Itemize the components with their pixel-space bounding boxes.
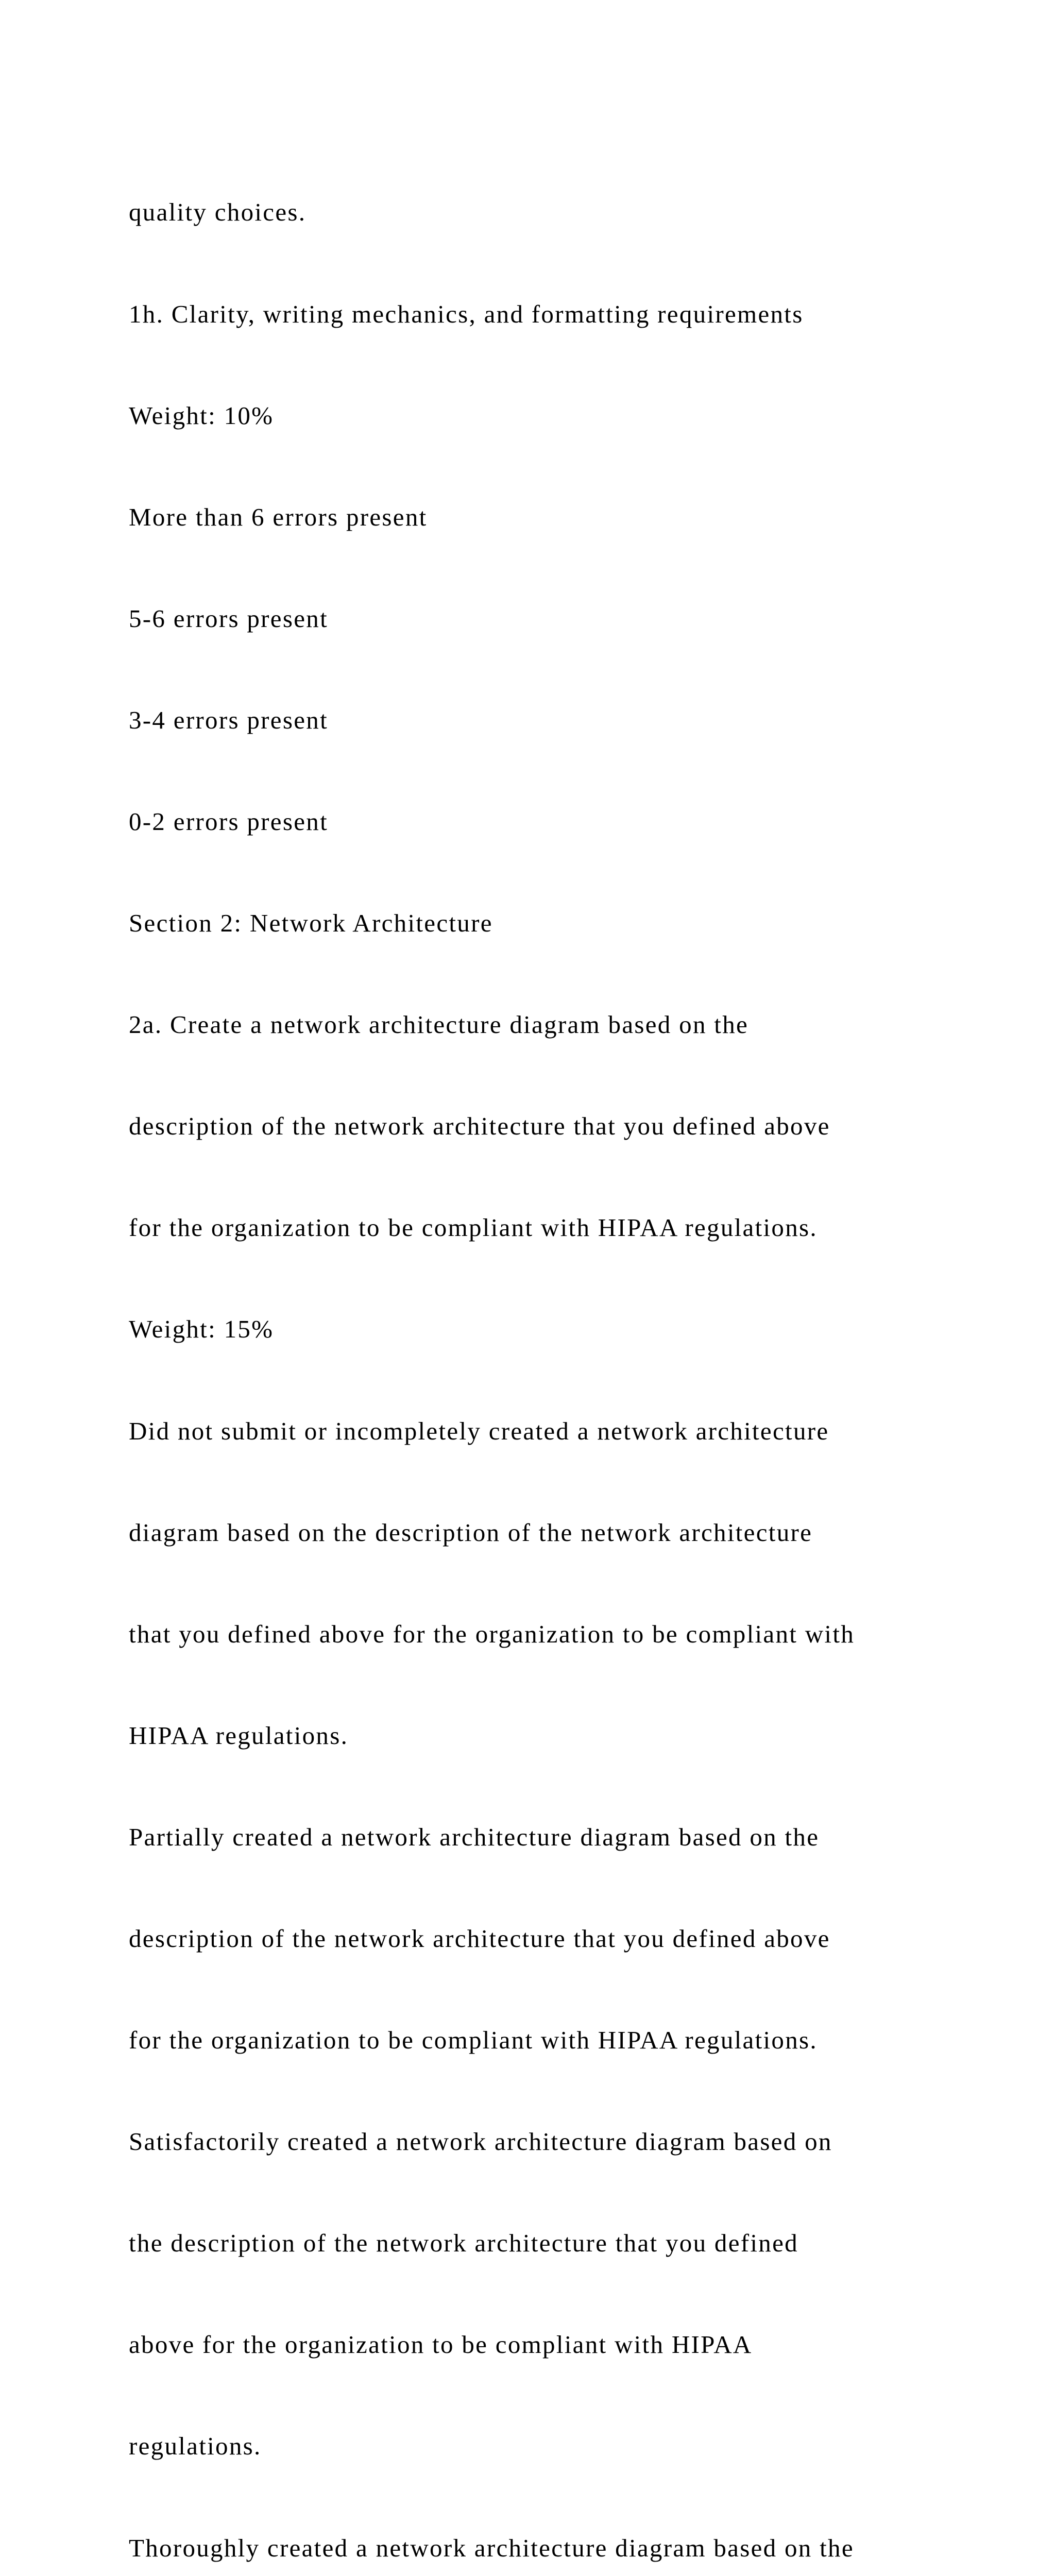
rating-level: 5-6 errors present — [129, 604, 328, 633]
text-line: regulations. — [129, 2432, 262, 2461]
rating-level: More than 6 errors present — [129, 502, 428, 531]
text-line: quality choices. — [129, 198, 307, 227]
text-line: for the organization to be compliant with HIPAA regulations. — [129, 2026, 818, 2055]
text-line: diagram based on the description of the network architecture — [129, 1518, 813, 1547]
criterion-heading: 1h. Clarity, writing mechanics, and formatting requirements — [129, 299, 804, 328]
rating-level: Did not submit or incompletely created a network architecture — [129, 1416, 829, 1445]
document-body — [129, 128, 979, 2576]
criterion-weight: Weight: 10% — [129, 401, 274, 430]
rating-level: Thoroughly created a network architecture diagram based on the — [129, 2533, 854, 2562]
text-line: description of the network architecture that you defined above — [129, 1924, 830, 1953]
text-line: that you defined above for the organization to be compliant with — [129, 1619, 855, 1648]
rating-level: Partially created a network architecture diagram based on the — [129, 1822, 820, 1851]
rating-level: 0-2 errors present — [129, 807, 328, 836]
rating-level: 3-4 errors present — [129, 705, 328, 734]
text-line: above for the organization to be compliant with HIPAA — [129, 2330, 753, 2359]
text-line: description of the network architecture that you defined above — [129, 1112, 830, 1141]
criterion-heading: 2a. Create a network architecture diagram based on the — [129, 1010, 749, 1039]
section-heading: Section 2: Network Architecture — [129, 909, 493, 938]
text-line: the description of the network architecture that you defined — [129, 2229, 798, 2258]
criterion-weight: Weight: 15% — [129, 1315, 274, 1344]
rating-level: Satisfactorily created a network architecture diagram based on — [129, 2127, 832, 2156]
text-line: for the organization to be compliant with HIPAA regulations. — [129, 1213, 818, 1242]
text-line: HIPAA regulations. — [129, 1721, 349, 1750]
